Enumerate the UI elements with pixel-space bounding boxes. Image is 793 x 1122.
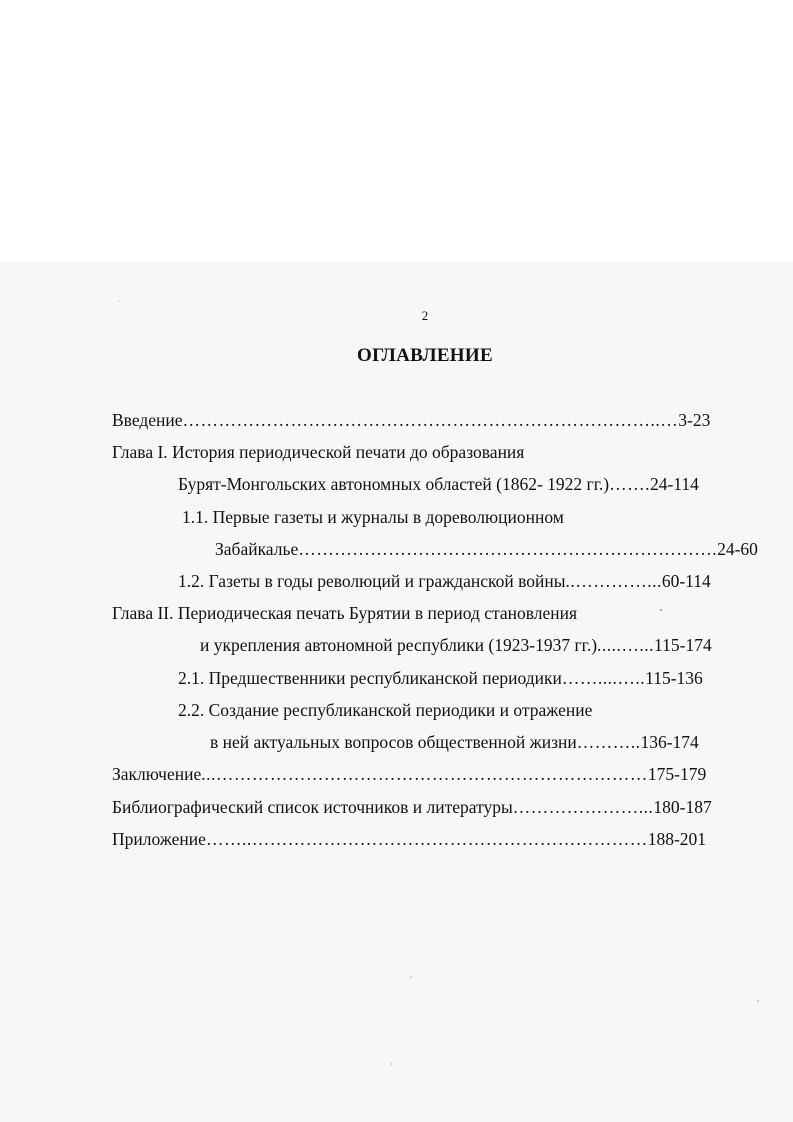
toc-leader-dots: …………………………………………………………….	[298, 539, 718, 559]
toc-leader-dots: ………..	[576, 732, 641, 752]
toc-entry-text: Забайкалье	[215, 539, 299, 559]
toc-entry-section-2-2-cont	[210, 731, 699, 753]
scan-speck	[390, 1063, 392, 1065]
toc-entry-chapter-1	[112, 441, 524, 463]
toc-leader-dots: ……………………………………………………………………..…	[182, 410, 679, 430]
toc-entry-text: Библиографический список источников и литературы	[112, 797, 513, 817]
toc-page-range: 3-23	[678, 410, 711, 430]
toc-page-range: 24-60	[717, 539, 758, 559]
toc-entry-section-1-1	[182, 506, 564, 528]
toc-leader-dots: ..…………...	[565, 571, 662, 591]
toc-entry-text: Заключение	[112, 764, 202, 784]
toc-page-range: 24-114	[649, 474, 699, 494]
toc-entry-text: и укрепления автономной республики (1923-1937 гг.)	[200, 635, 598, 655]
toc-entry-text: Бурят-Монгольских автономных областей (1862- 1922 гг.)	[178, 474, 610, 494]
toc-page-range: 188-201	[647, 829, 707, 849]
toc-entry-text: Приложение	[112, 829, 206, 849]
toc-entry-chapter-1-cont	[178, 473, 699, 495]
toc-entry-text: 1.1. Первые газеты и журналы в дореволюционном	[182, 507, 564, 527]
toc-entry-text: 1.2. Газеты в годы революций и гражданской войны	[178, 571, 566, 591]
scanned-page-area	[0, 262, 793, 1122]
toc-entry-bibliography	[112, 796, 712, 818]
toc-entry-section-1-1-cont	[215, 538, 758, 560]
page-number: 2	[421, 308, 429, 323]
toc-entry-chapter-2	[112, 602, 577, 624]
toc-page-range: 115-136	[645, 668, 703, 688]
toc-entry-text: в ней актуальных вопросов общественной жизни	[210, 732, 577, 752]
page-title: ОГЛАВЛЕНИЕ	[357, 345, 493, 366]
toc-leader-dots: ...………………………………………………………………	[201, 764, 648, 784]
scan-speck	[757, 1000, 759, 1002]
toc-entry-text: 2.2. Создание республиканской периодики и отражение	[178, 700, 593, 720]
toc-leader-dots: …….	[609, 474, 650, 494]
toc-leader-dots: .....…...	[597, 635, 655, 655]
toc-entry-chapter-2-cont	[200, 634, 712, 656]
toc-entry-text: 2.1. Предшественники республиканской периодики	[178, 668, 562, 688]
toc-page-range: 136-174	[640, 732, 699, 752]
toc-entry-text: Введение	[112, 410, 183, 430]
toc-leader-dots: ……..…………………………………………………………	[205, 829, 648, 849]
scan-speck	[660, 609, 662, 611]
toc-page-range: 60-114	[661, 571, 711, 591]
toc-entry-section-1-2	[178, 570, 711, 592]
toc-entry-section-2-2	[178, 699, 592, 721]
toc-entry-text: Глава I. История периодической печати до образования	[112, 442, 525, 462]
toc-page-range: 115-174	[654, 635, 712, 655]
toc-entry-conclusion	[112, 763, 706, 785]
scan-speck	[118, 300, 120, 302]
toc-entry-section-2-1	[178, 667, 703, 689]
toc-leader-dots: ……....…..	[561, 668, 646, 688]
toc-entry-text: Глава II. Периодическая печать Бурятии в период становления	[112, 603, 578, 623]
toc-entry-appendix	[112, 828, 706, 850]
toc-page-range: 175-179	[647, 764, 707, 784]
scan-speck	[410, 976, 412, 978]
toc-entry-introduction	[112, 409, 710, 431]
toc-leader-dots: …………………...	[512, 797, 654, 817]
toc-page-range: 180-187	[653, 797, 712, 817]
